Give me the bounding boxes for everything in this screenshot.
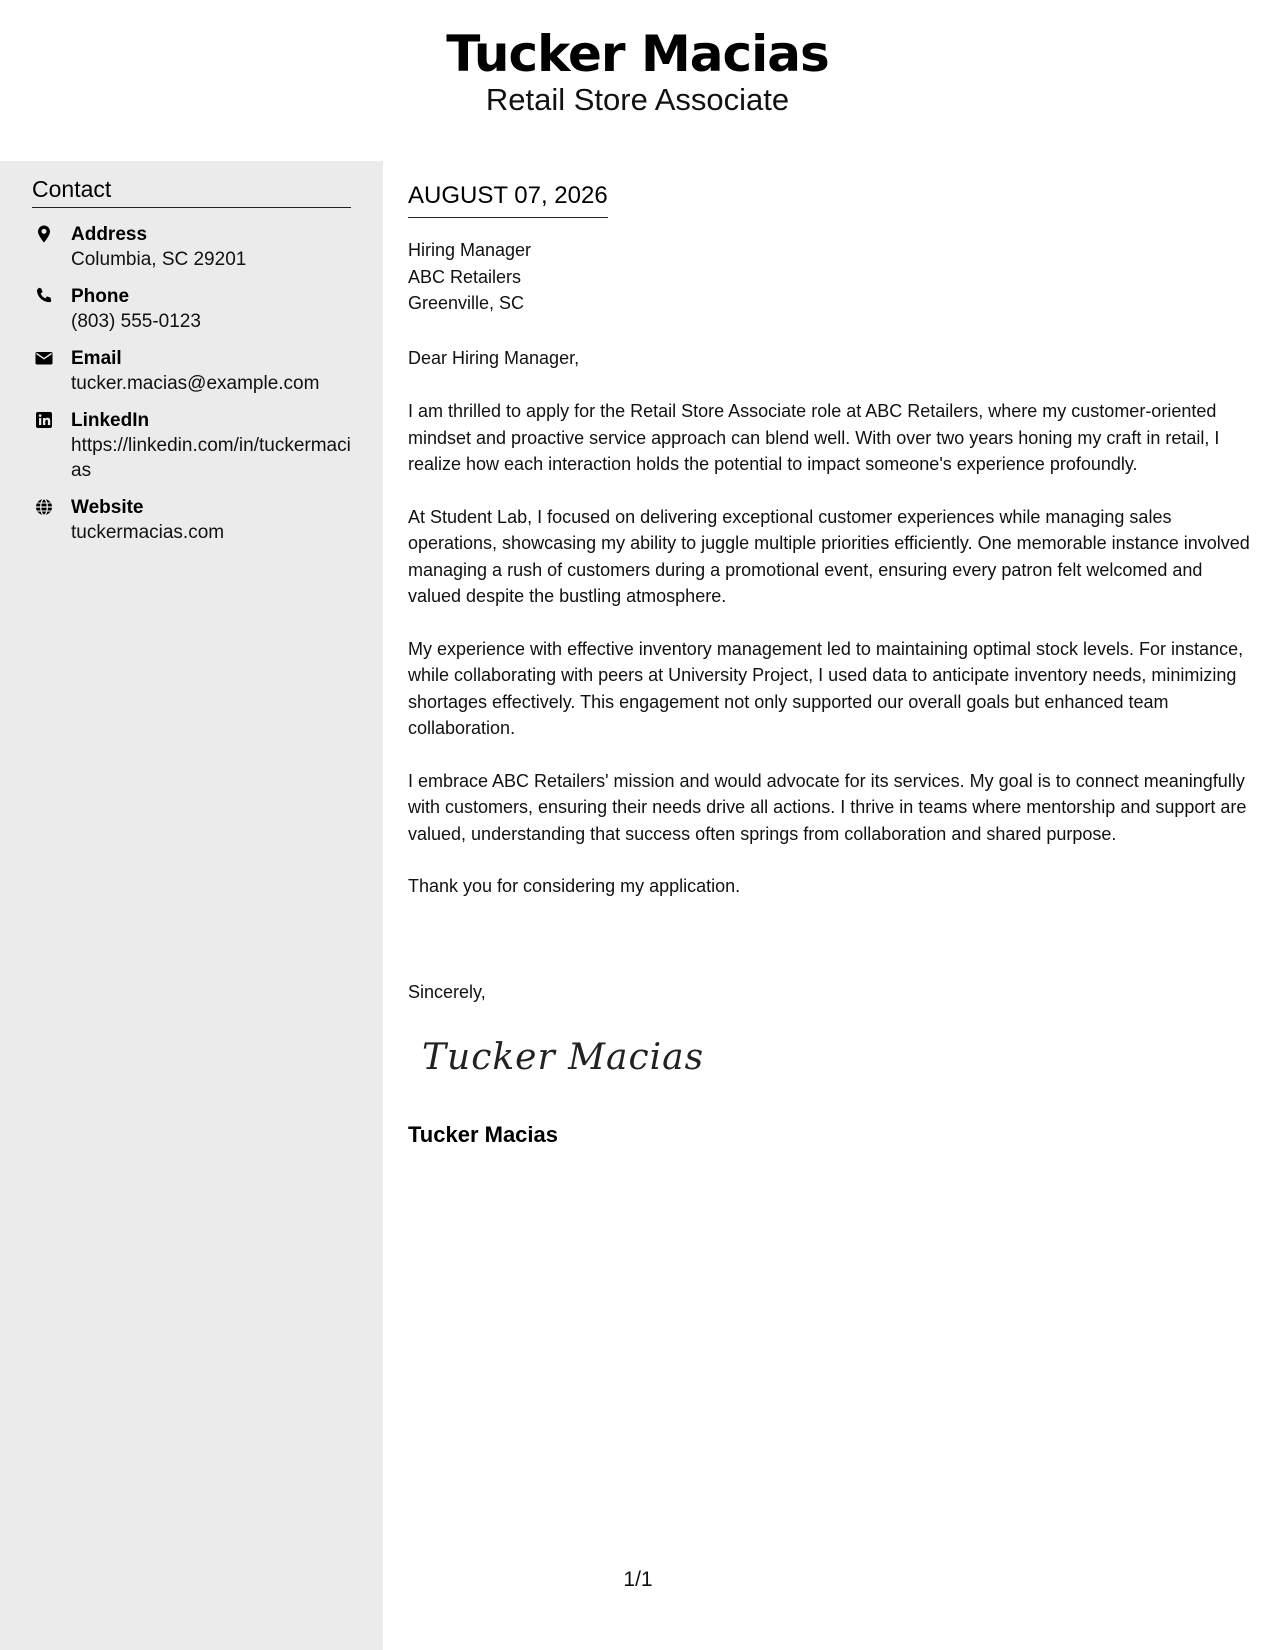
- phone-icon: [34, 286, 54, 306]
- contact-label: LinkedIn: [71, 410, 150, 431]
- map-pin-icon: [34, 224, 54, 244]
- salutation: Dear Hiring Manager,: [408, 348, 580, 368]
- contact-label: Address: [71, 224, 148, 245]
- contact-value: tuckermacias.com: [71, 522, 225, 543]
- contact-sidebar: [0, 161, 383, 1650]
- handwritten-signature: Tucker Macias: [422, 1037, 705, 1078]
- contact-item-website: [32, 495, 352, 545]
- letter-date: AUGUST 07, 2026: [408, 180, 608, 218]
- contact-item-address: [32, 222, 352, 272]
- page-number: 1/1: [623, 1568, 653, 1591]
- body-paragraphs: [408, 398, 1253, 926]
- contact-heading: Contact: [32, 174, 351, 208]
- contact-label: Website: [71, 497, 144, 518]
- recipient-line: Greenville, SC: [408, 293, 525, 313]
- letter-body: [408, 161, 1253, 1650]
- body-paragraph: My experience with effective inventory management led to maintaining optimal stock levels. For instance, while collaborating with peers at University Project, I used data to anticipate inventory needs, minimizing shortages effectively. This engagement not only supported our overall goals but enhanced team collaboration.: [408, 638, 1244, 738]
- contact-list: [32, 222, 352, 557]
- globe-icon: [34, 497, 54, 517]
- contact-item-email: [32, 346, 352, 396]
- recipient-line: ABC Retailers: [408, 266, 522, 287]
- body-paragraph: At Student Lab, I focused on delivering exceptional customer experiences while managing sales operations, showcasing my ability to juggle multiple priorities efficiently. One memorable instance involved managing a rush of customers during a promotional event, ensuring every patron felt welcomed and valued despite the bustling atmosphere.: [408, 506, 1250, 606]
- recipient-line: Hiring Manager: [408, 240, 532, 260]
- contact-value: (803) 555-0123: [71, 311, 201, 332]
- envelope-icon: [34, 348, 54, 368]
- contact-value: tucker.macias@example.com: [71, 373, 320, 394]
- contact-item-phone: [32, 284, 352, 334]
- contact-value: Columbia, SC 29201: [71, 249, 247, 270]
- recipient-block: [408, 237, 1253, 317]
- contact-label: Email: [71, 348, 122, 369]
- letter-header: [0, 0, 1275, 161]
- contact-label: Phone: [71, 286, 130, 307]
- closing: Sincerely,: [408, 982, 486, 1002]
- body-paragraph: Thank you for considering my application.: [408, 876, 741, 896]
- job-title: Retail Store Associate: [485, 82, 790, 117]
- contact-value: https://linkedin.com/in/tuckermacias: [71, 435, 351, 481]
- body-paragraph: I am thrilled to apply for the Retail Store Associate role at ABC Retailers, where my customer-oriented mindset and proactive service approach can blend well. With over two years honing my craft in retail, I realize how each interaction holds the potential to impact someone's experience profoundly.: [408, 401, 1220, 474]
- linkedin-icon: [34, 410, 54, 430]
- body-paragraph: I embrace ABC Retailers' mission and would advocate for its services. My goal is to connect meaningfully with customers, ensuring their needs drive all actions. I thrive in teams where mentorship and support are valued, understanding that success often springs from collaboration and shared purpose.: [408, 770, 1247, 844]
- applicant-name: Tucker Macias: [446, 25, 829, 83]
- signed-name: Tucker Macias: [408, 1122, 559, 1147]
- contact-item-linkedin: [32, 408, 352, 483]
